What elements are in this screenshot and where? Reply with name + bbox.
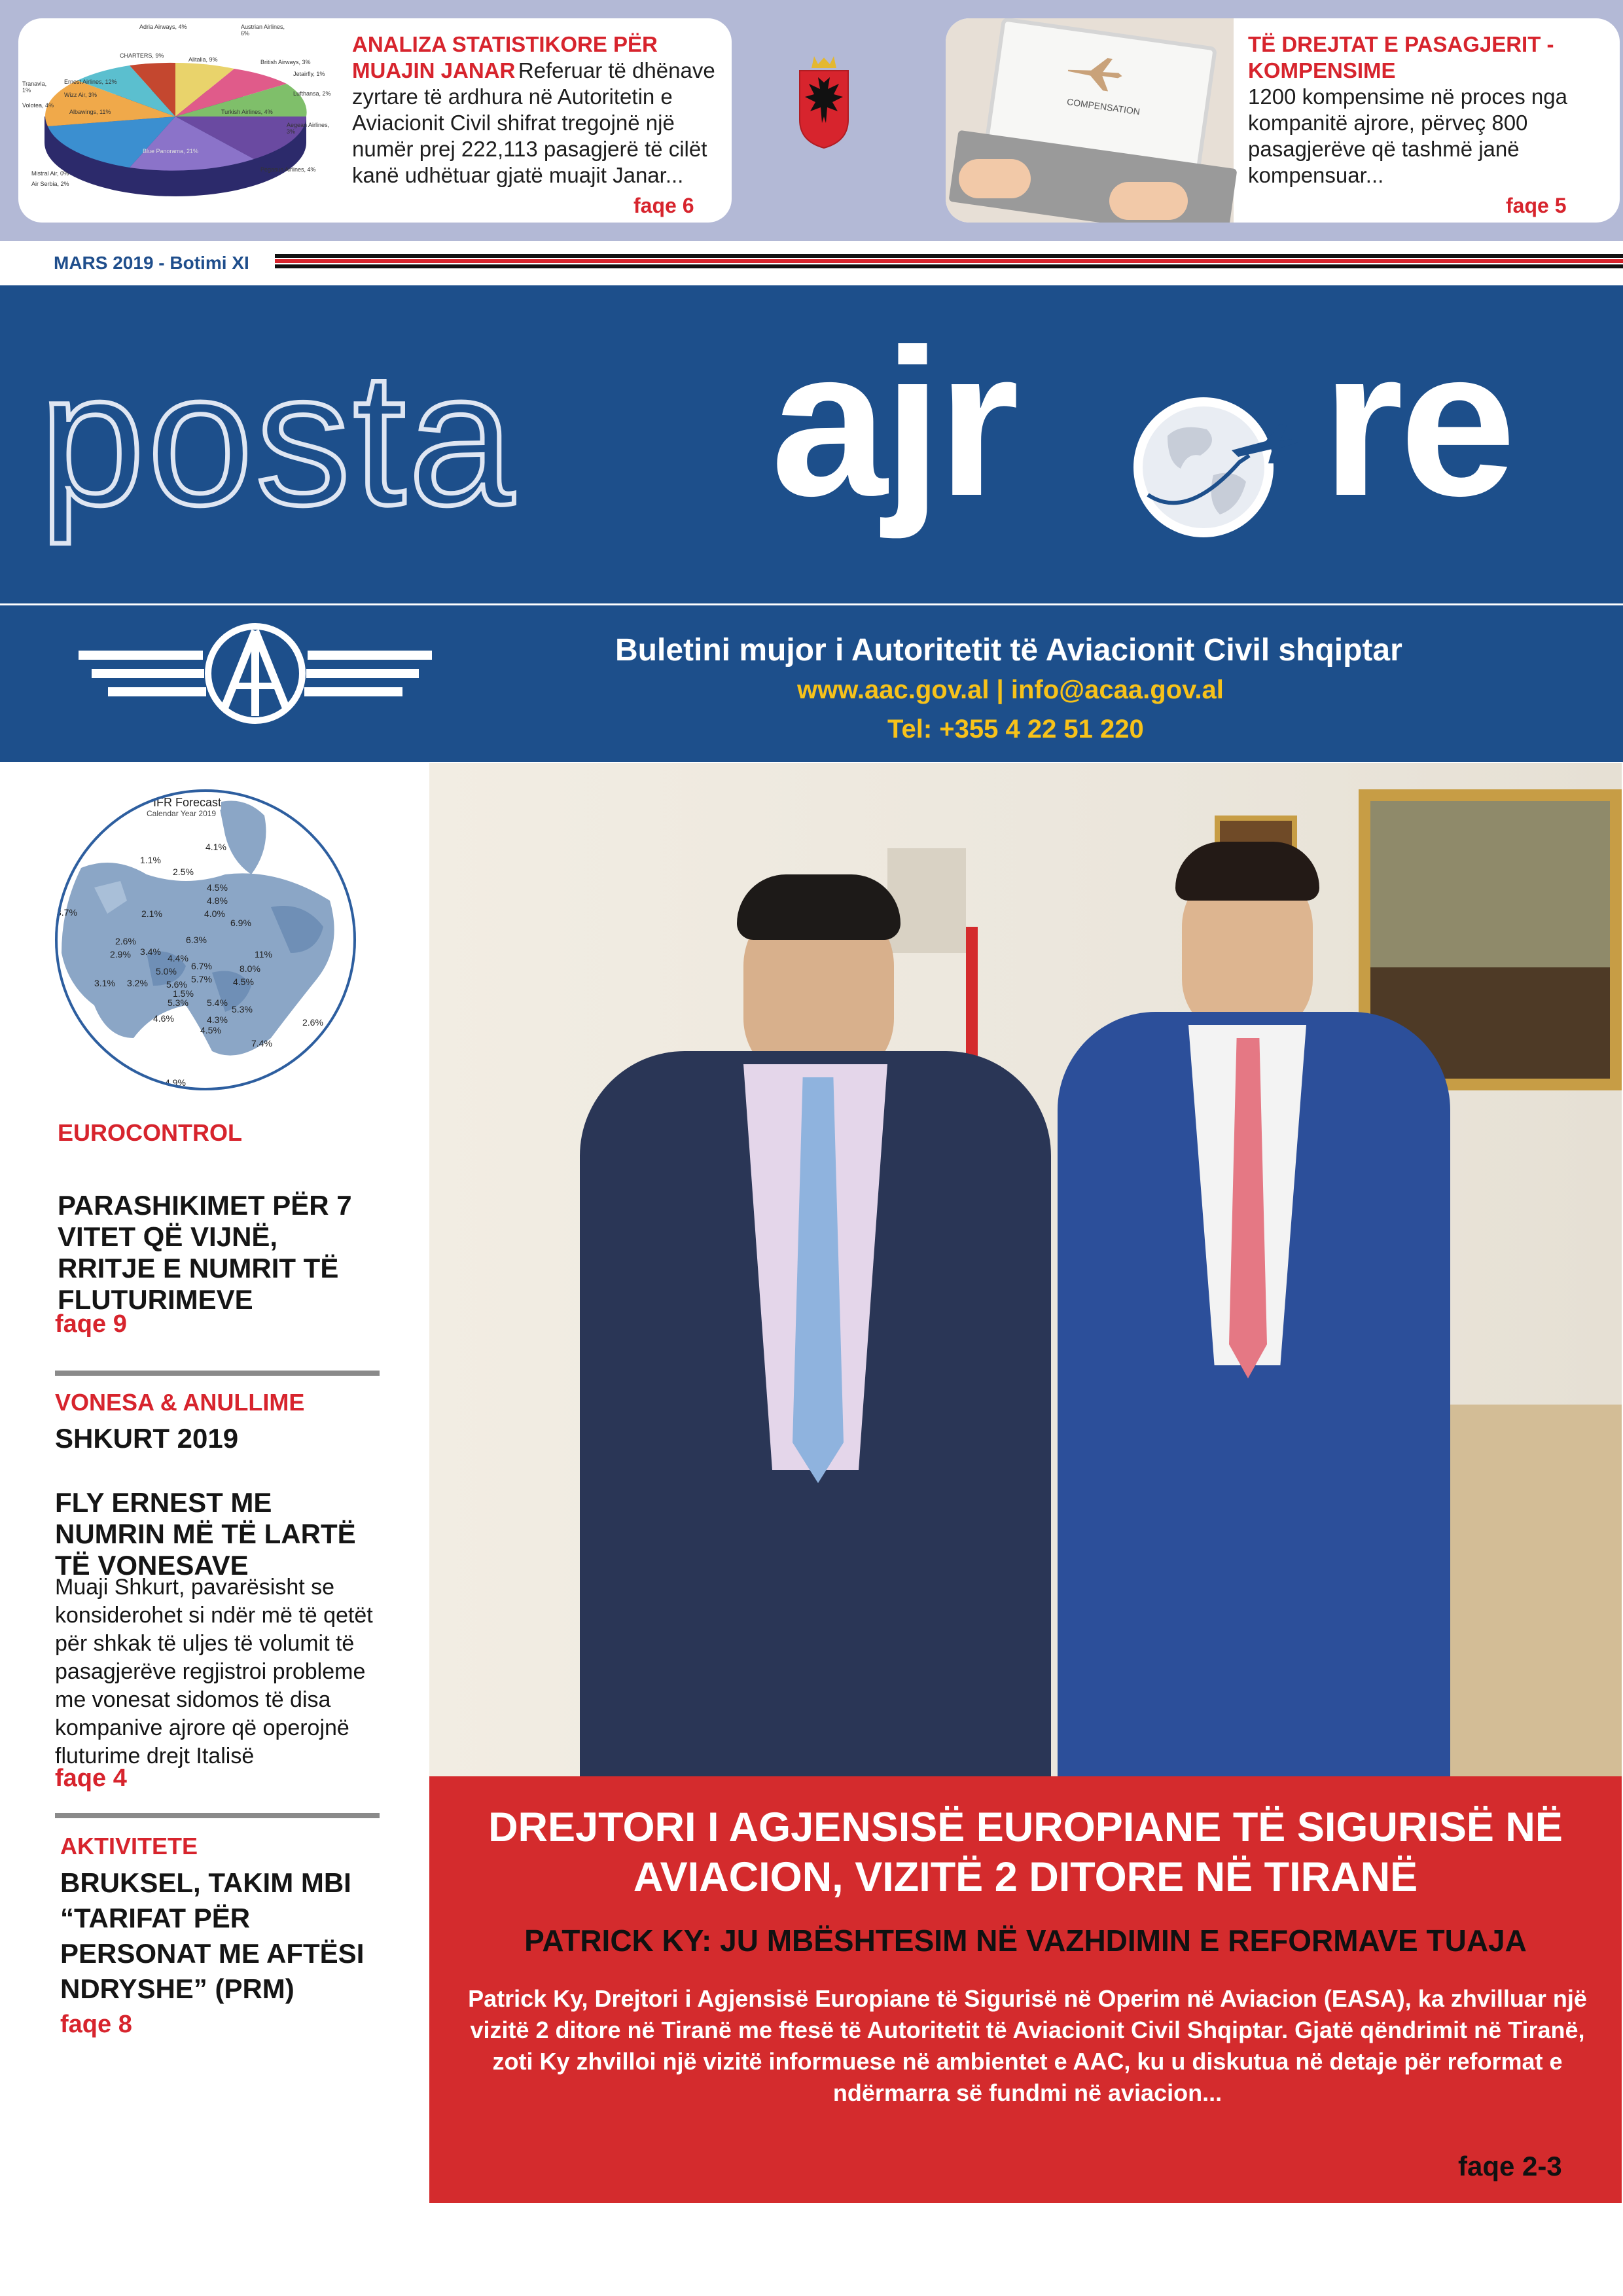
person-right-hair: [1175, 842, 1319, 901]
flag-stripe-black: [275, 264, 1623, 268]
map-label: 4.0%: [204, 908, 225, 919]
pie-label: Air Serbia, 2%: [31, 181, 69, 187]
flag-stripe-red: [275, 259, 1623, 263]
pie-label: Wizz Air, 3%: [64, 92, 98, 98]
lead-photo: [429, 763, 1622, 1776]
globe-airplane-icon: [1109, 390, 1298, 541]
map-label: 4.5%: [233, 977, 254, 987]
map-label: 2.1%: [141, 908, 162, 919]
map-label: 3.1%: [94, 978, 115, 988]
flag-stripe-black: [275, 254, 1623, 258]
pie-label: Albawings, 11%: [69, 109, 111, 115]
pie-label: Lufthansa, 2%: [293, 90, 331, 97]
pie-label: Turkish Airlines, 4%: [221, 109, 273, 115]
map-label: 6.7%: [191, 961, 212, 971]
map-label: 5.3%: [232, 1004, 253, 1014]
sidebar-kicker: SHKURT 2019: [55, 1423, 239, 1454]
passenger-share-pie-chart: [18, 18, 346, 223]
teaser-text: [1248, 31, 1605, 188]
map-label: 11%: [255, 949, 272, 960]
map-label: 4.9%: [165, 1077, 186, 1088]
lead-subhead: PATRICK KY: JU MBËSHTESIM NË VAZHDIMIN E REFORMAVE TUAJA: [524, 1924, 1527, 1958]
map-label: 2.9%: [110, 949, 131, 960]
contact-web-email[interactable]: www.aac.gov.al | info@acaa.gov.al: [797, 675, 1224, 704]
hand-right: [1109, 182, 1188, 220]
lead-headline[interactable]: DREJTORI I AGJENSISË EUROPIANE TË SIGURISË NË AVIACION, VIZITË 2 DITORE NË TIRANË: [488, 1804, 1563, 1900]
hand-left: [959, 159, 1031, 198]
map-label: 3.7%: [56, 907, 77, 918]
screen-label: COMPENSATION: [1066, 96, 1141, 117]
section-category-eurocontrol: EUROCONTROL: [58, 1119, 242, 1146]
pie-label: Pegasus Airlines, 4%: [260, 166, 316, 173]
section-category-delays: VONESA & ANULLIME: [55, 1389, 305, 1416]
section-category-activities: AKTIVITETE: [60, 1833, 198, 1859]
map-label: 4.1%: [205, 842, 226, 852]
pie-label: Adria Airways, 4%: [139, 24, 187, 30]
map-label: 3.2%: [127, 978, 148, 988]
pie-label: Austrian Airlines, 6%: [241, 24, 285, 37]
edition-label: MARS 2019 - Botimi XI: [54, 253, 249, 273]
teaser-body: Referuar të dhënave zyrtare të ardhura në Autoritetin e Aviacionit Civil shifrat tregojnë një numër prej 222,113 pasagjerë të cilët kanë udhëtuar gjatë muajit Janar...: [352, 58, 715, 187]
masthead-tagline: Buletini mujor i Autoritetit të Aviacionit Civil shqiptar: [615, 633, 1402, 668]
map-label: 2.6%: [302, 1017, 323, 1028]
map-label: 3.4%: [140, 946, 161, 957]
map-label: 4.3%: [207, 1014, 228, 1025]
map-label: 5.4%: [207, 997, 228, 1008]
map-circle-frame: [55, 789, 356, 1090]
pie-label: Tranavia, 1%: [22, 81, 47, 94]
sidebar-story-title[interactable]: BRUKSEL, TAKIM MBI “TARIFAT PËR PERSONAT ME AFTËSI NDRYSHE” (PRM): [60, 1867, 365, 2004]
map-title: IFR Forecast: [153, 796, 222, 809]
section-divider: [55, 1371, 380, 1376]
person-left-hair: [737, 874, 901, 940]
pie-label: Blue Panorama, 21%: [143, 148, 199, 154]
map-label: 6.3%: [186, 935, 207, 945]
teaser-text: [352, 31, 719, 188]
map-label: 7.4%: [251, 1038, 272, 1049]
award-certificate: [887, 848, 966, 953]
map-label: 2.6%: [115, 936, 136, 946]
masthead-title-re: re: [1322, 305, 1512, 539]
masthead-title-ajr: ajr: [771, 305, 1016, 539]
map-label: 8.0%: [240, 963, 260, 974]
teaser-card-statistics[interactable]: [18, 18, 732, 223]
albanian-coat-of-arms-icon: [797, 51, 851, 149]
airplane-icon: [1062, 48, 1126, 96]
map-label: 5.0%: [156, 966, 177, 977]
sidebar-story-title[interactable]: FLY ERNEST ME NUMRIN MË TË LARTË TË VONESAVE: [55, 1487, 356, 1581]
map-label: 4.4%: [168, 953, 188, 963]
pie-label: Alitalia, 9%: [188, 56, 218, 63]
map-label: 1.1%: [140, 855, 161, 865]
contact-phone[interactable]: Tel: +355 4 22 51 220: [887, 715, 1144, 744]
pie-label: Jetairfly, 1%: [293, 71, 325, 77]
teaser-heading: ANALIZA STATISTIKORE PËR MUAJIN JANAR: [352, 32, 658, 82]
map-label: 4.5%: [207, 882, 228, 893]
pie-label: Mistral Air, 0%: [31, 170, 69, 177]
map-subtitle: Calendar Year 2019: [147, 809, 217, 818]
pie-label: CHARTERS, 9%: [120, 52, 164, 59]
map-label: 5.7%: [191, 974, 212, 984]
sidebar-story-title[interactable]: PARASHIKIMET PËR 7 VITET QË VIJNË, RRITJE E NUMRIT TË FLUTURIMEVE: [58, 1190, 352, 1315]
pie-label: Volotea, 4%: [22, 102, 54, 109]
sidebar-story-body: Muaji Shkurt, pavarësisht se konsiderohet si ndër më të qetët për shkak të uljes të volumit të pasagjerëve regjistroi probleme me vonesat sidomos të disa kompanive ajrore që operojnë fluturime drejt Italisë: [55, 1575, 373, 1768]
teaser-card-compensation[interactable]: [946, 18, 1620, 223]
page-reference[interactable]: faqe 5: [1506, 194, 1567, 217]
masthead-divider: [0, 603, 1623, 605]
pie-label: Aegean Airlines, 3%: [287, 122, 330, 135]
section-divider: [55, 1813, 380, 1818]
map-label: 4.6%: [153, 1013, 174, 1024]
lead-summary: Patrick Ky, Drejtori i Agjensisë Europiane të Sigurisë në Operim në Aviacion (EASA), ka zhvilluar një vizitë 2 ditore në Tiranë me ftesë të Autoritetit të Aviacionit Civil Shqiptar. Gjatë qëndrimit në Tiranë, zoti Ky zhvilloi një vizitë informuese në ambientet e AAC, ku u diskutua në detaje për reformat e ndërmarra së fundmi në aviacion...: [468, 1985, 1587, 2106]
page-reference[interactable]: faqe 8: [60, 2011, 132, 2038]
laptop-photo: [946, 18, 1234, 223]
aac-logo-icon: [72, 618, 438, 729]
map-label: 6.9%: [230, 918, 251, 928]
page-reference[interactable]: faqe 9: [55, 1310, 127, 1338]
map-label: 2.5%: [173, 867, 194, 877]
masthead-title-posta: posta: [39, 332, 517, 545]
map-label: 4.8%: [207, 895, 228, 906]
pie-label: British Airways, 3%: [260, 59, 311, 65]
map-label: 4.5%: [200, 1025, 221, 1035]
teaser-body: 1200 kompensime në proces nga kompanitë ajrore, përveç 800 pasagjerëve që tashmë janë kompensuar...: [1248, 84, 1567, 187]
page-reference[interactable]: faqe 2-3: [1458, 2151, 1562, 2181]
pie-label: Ernest Airlines, 12%: [64, 79, 117, 85]
page-reference[interactable]: faqe 4: [55, 1765, 127, 1792]
wooden-shelf: [1450, 1405, 1622, 1776]
map-label: 5.3%: [168, 997, 188, 1008]
teaser-heading: TË DREJTAT E PASAGJERIT - KOMPENSIME: [1248, 32, 1554, 82]
map-label: 5.6%: [166, 979, 187, 990]
page-reference[interactable]: faqe 6: [633, 194, 694, 217]
map-label: 1.5%: [173, 988, 194, 999]
